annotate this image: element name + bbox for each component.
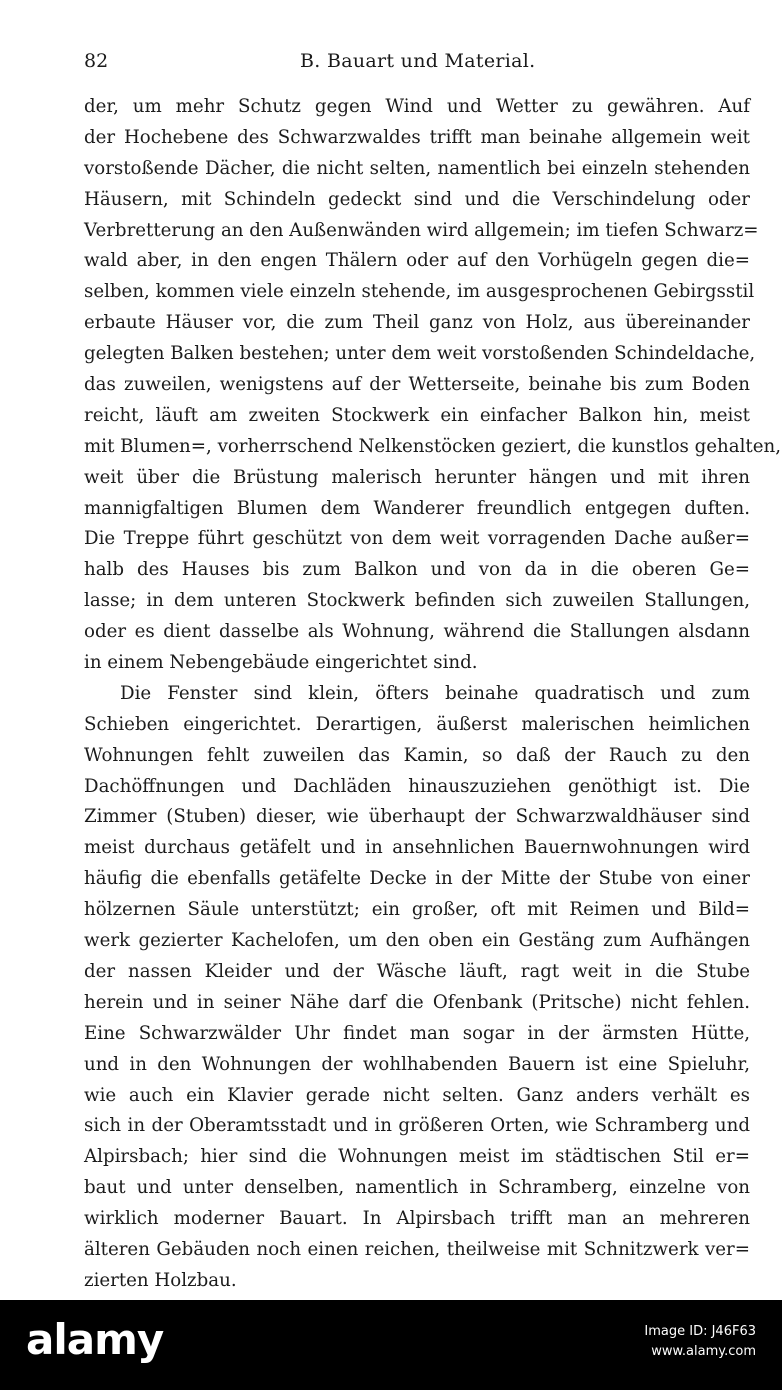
image-id-text: Image ID: J46F63 bbox=[644, 1324, 756, 1339]
text-line: häufig die ebenfalls getäfelte Decke in der Mitte der Stube von einer bbox=[84, 868, 750, 890]
text-line: in einem Nebengebäude eingerichtet sind. bbox=[84, 652, 478, 674]
text-line: das zuweilen, wenigstens auf der Wetterseite, beinahe bis zum Boden bbox=[84, 374, 750, 396]
footer-url: www.alamy.com bbox=[651, 1344, 756, 1359]
text-line: der Hochebene des Schwarzwaldes trifft man beinahe allgemein weit bbox=[84, 126, 750, 148]
text-line: oder es dient dasselbe als Wohnung, während die Stallungen alsdann bbox=[84, 621, 750, 643]
text-line: Zimmer (Stuben) dieser, wie überhaupt der Schwarzwaldhäuser sind bbox=[84, 806, 750, 828]
body-text bbox=[84, 92, 781, 1328]
text-line: sich in der Oberamtsstadt und in größeren Orten, wie Schramberg und bbox=[84, 1115, 750, 1137]
text-line: Dachöffnungen und Dachläden hinauszuziehen genöthigt ist. Die bbox=[84, 775, 750, 797]
text-line: Wohnungen fehlt zuweilen das Kamin, so daß der Rauch zu den bbox=[84, 744, 750, 766]
text-line: meist durchaus getäfelt und in ansehnlichen Bauernwohnungen wird bbox=[84, 837, 750, 859]
text-line: der nassen Kleider und der Wäsche läuft, ragt weit in die Stube bbox=[84, 960, 750, 982]
text-line: Eine Schwarzwälder Uhr findet man sogar in der ärmsten Hütte, bbox=[84, 1022, 750, 1044]
text-line: wald aber, in den engen Thälern oder auf den Vorhügeln gegen die= bbox=[84, 250, 750, 272]
text-line: wirklich moderner Bauart. In Alpirsbach trifft man an mehreren bbox=[84, 1208, 750, 1230]
alamy-logo: alamy bbox=[26, 1315, 164, 1364]
text-line: lasse; in dem unteren Stockwerk befinden sich zuweilen Stallungen, bbox=[84, 590, 750, 612]
text-line: Die Treppe führt geschützt von dem weit vorragenden Dache außer= bbox=[84, 528, 750, 550]
running-head: B. Bauart und Material. bbox=[300, 50, 536, 72]
text-line: der, um mehr Schutz gegen Wind und Wetter zu gewähren. Auf bbox=[84, 96, 750, 117]
text-line: zierten Holzbau. bbox=[84, 1269, 237, 1291]
text-line: Häusern, mit Schindeln gedeckt sind und die Verschindelung oder bbox=[84, 188, 750, 210]
text-line: gelegten Balken bestehen; unter dem weit vorstoßenden Schindeldache, bbox=[84, 343, 756, 365]
text-line: halb des Hauses bis zum Balkon und von da in die oberen Ge= bbox=[84, 559, 750, 581]
text-line: wie auch ein Klavier gerade nicht selten. Ganz anders verhält es bbox=[84, 1084, 750, 1106]
text-line: werk gezierter Kachelofen, um den oben ein Gestäng zum Aufhängen bbox=[84, 930, 750, 952]
text-line: hölzernen Säule unterstützt; ein großer, oft mit Reimen und Bild= bbox=[84, 899, 750, 921]
text-line: baut und unter denselben, namentlich in Schramberg, einzelne von bbox=[84, 1177, 750, 1199]
text-line: Die Fenster sind klein, öfters beinahe quadratisch und zum bbox=[120, 682, 750, 704]
text-line: reicht, läuft am zweiten Stockwerk ein einfacher Balkon hin, meist bbox=[84, 404, 750, 426]
footer-meta bbox=[644, 1322, 756, 1362]
text-line: herein und in seiner Nähe darf die Ofenbank (Pritsche) nicht fehlen. bbox=[84, 991, 750, 1013]
text-line: erbaute Häuser vor, die zum Theil ganz von Holz, aus übereinander bbox=[84, 312, 750, 334]
text-line: Verbretterung an den Außenwänden wird allgemein; im tiefen Schwarz= bbox=[84, 219, 759, 241]
text-line: selben, kommen viele einzeln stehende, im ausgesprochenen Gebirgsstil bbox=[84, 281, 755, 303]
text-line: Schieben eingerichtet. Derartigen, äußerst malerischen heimlichen bbox=[84, 713, 750, 735]
text-line: Alpirsbach; hier sind die Wohnungen meist im städtischen Stil er= bbox=[84, 1146, 750, 1168]
page-number: 82 bbox=[84, 50, 109, 72]
text-line: und in den Wohnungen der wohlhabenden Bauern ist eine Spieluhr, bbox=[84, 1053, 750, 1075]
text-line: mit Blumen=, vorherrschend Nelkenstöcken geziert, die kunstlos gehalten, bbox=[84, 435, 781, 457]
text-line: mannigfaltigen Blumen dem Wanderer freundlich entgegen duften. bbox=[84, 497, 750, 519]
text-line: vorstoßende Dächer, die nicht selten, namentlich bei einzeln stehenden bbox=[84, 157, 750, 179]
text-line: älteren Gebäuden noch einen reichen, theilweise mit Schnitzwerk ver= bbox=[84, 1238, 750, 1260]
text-line: weit über die Brüstung malerisch herunter hängen und mit ihren bbox=[84, 466, 750, 488]
